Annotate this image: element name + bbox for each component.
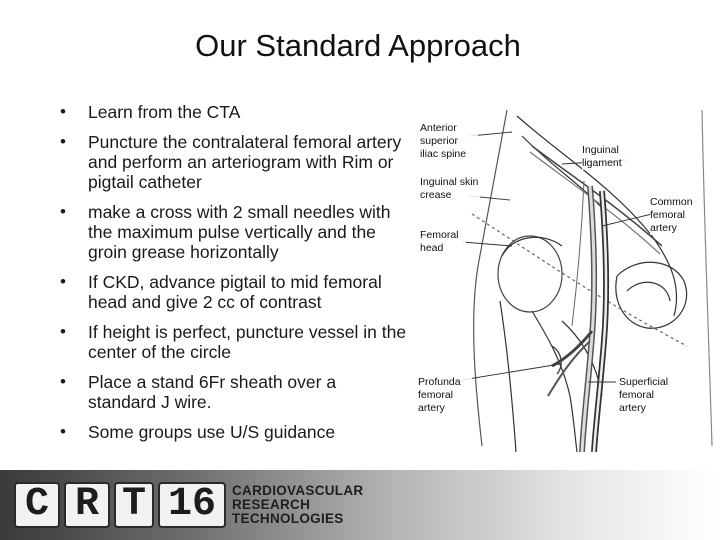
label-profunda-femoral-artery: Profunda femoral artery	[418, 376, 472, 415]
label-anterior-superior-iliac-spine: Anterior superior iliac spine	[420, 122, 478, 161]
logo-text-line: CARDIOVASCULAR	[232, 483, 364, 498]
logo-letter-t: T	[114, 482, 154, 528]
bullet-item	[54, 202, 409, 262]
slide-title: Our Standard Approach	[195, 28, 521, 63]
logo-text-line: TECHNOLOGIES	[232, 511, 344, 526]
bullet-item	[54, 422, 409, 442]
bullet-text: Learn from the CTA	[88, 102, 241, 122]
bullet-dot-icon: •	[60, 322, 66, 341]
bullet-text: If height is perfect, puncture vessel in the center of the circle	[88, 322, 407, 362]
bullet-item	[54, 102, 409, 122]
bullet-item	[54, 132, 409, 192]
logo-wordmark	[232, 484, 363, 526]
bullet-item	[54, 372, 409, 412]
label-inguinal-skin-crease: Inguinal skin crease	[420, 176, 479, 201]
bullet-list	[54, 102, 409, 452]
label-inguinal-ligament: Inguinal ligament	[582, 144, 630, 170]
label-femoral-head: Femoral head	[420, 229, 466, 255]
anatomy-figure	[412, 96, 718, 452]
bullet-text: If CKD, advance pigtail to mid femoral head and give 2 cc of contrast	[88, 272, 382, 312]
bullet-text: Place a stand 6Fr sheath over a standard J wire.	[88, 372, 337, 412]
bullet-dot-icon: •	[60, 202, 66, 221]
bullet-text: Puncture the contralateral femoral artery and perform an arteriogram with Rim or pigtail catheter	[88, 132, 402, 192]
logo-number-16: 16	[158, 482, 226, 528]
bullet-dot-icon: •	[60, 272, 66, 291]
logo-letter-r: R	[64, 482, 110, 528]
logo-text-line: RESEARCH	[232, 497, 311, 512]
footer-bar	[0, 470, 720, 540]
bullet-text: Some groups use U/S guidance	[88, 422, 336, 442]
bullet-dot-icon: •	[60, 102, 66, 121]
bullet-dot-icon: •	[60, 422, 66, 441]
bullet-text: make a cross with 2 small needles with the maximum pulse vertically and the groin grease horizontally	[88, 202, 391, 262]
logo-letter-c: C	[14, 482, 60, 528]
label-common-femoral-artery: Common femoral artery	[650, 196, 696, 235]
bullet-dot-icon: •	[60, 132, 66, 151]
label-superficial-femoral-artery: Superficial femoral artery	[619, 376, 677, 415]
bullet-item	[54, 272, 409, 312]
bullet-item	[54, 322, 409, 362]
bullet-dot-icon: •	[60, 372, 66, 391]
